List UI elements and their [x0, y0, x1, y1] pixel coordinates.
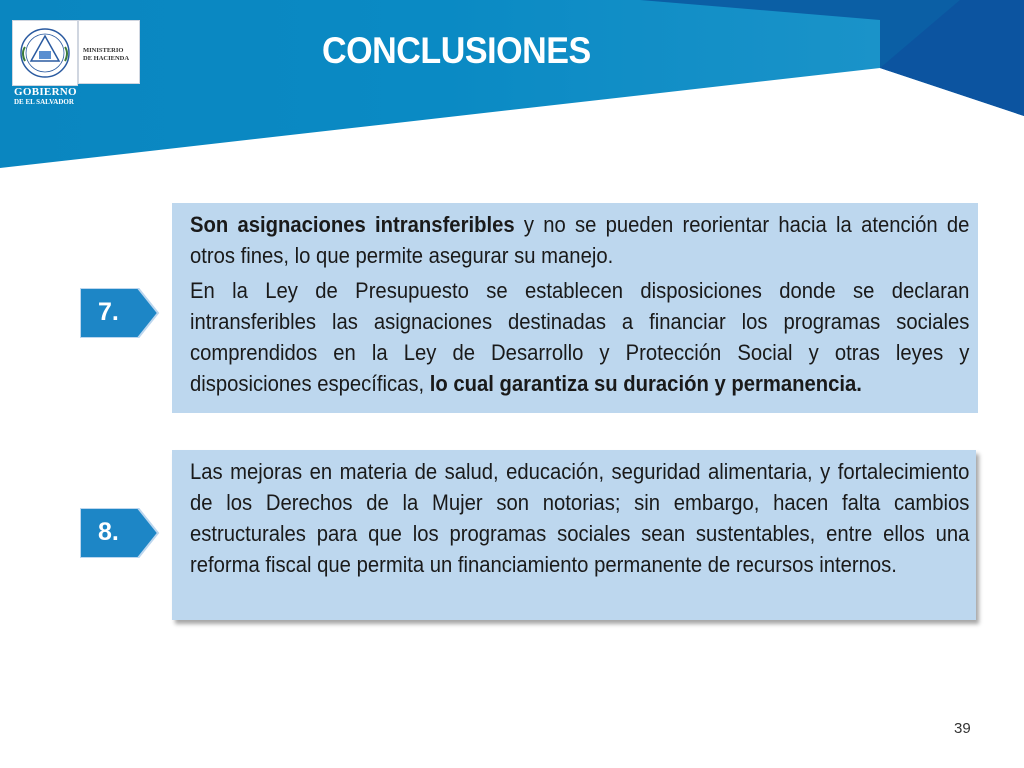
- conclusion-7-number: 7.: [98, 298, 119, 326]
- page-title: CONCLUSIONES: [322, 30, 591, 71]
- conclusion-7-marker: [80, 288, 160, 338]
- conclusion-8-text-1: Las mejoras en materia de salud, educación, seguridad alimentaria, y fortalecimiento de los Derechos de la Mujer son notorias; sin embargo, hacen falta cambios estructurales para que los programas sociales sean sustentables, entre ellos una reforma fiscal que permita un financiamiento permanente de recursos internos.: [190, 459, 970, 577]
- conclusion-8-box: [172, 450, 976, 620]
- conclusion-7-box: [172, 203, 978, 413]
- conclusion-7-paragraph-2: [190, 275, 969, 399]
- ministry-line2: DE HACIENDA: [83, 55, 130, 62]
- conclusion-8-marker: [80, 508, 160, 558]
- conclusion-7-bold-tail: lo cual garantiza su duración y permanencia.: [429, 371, 862, 396]
- page-number: 39: [954, 720, 971, 737]
- ministry-logo: [78, 20, 140, 84]
- government-logo: [12, 20, 142, 110]
- coat-of-arms-icon: [12, 20, 78, 86]
- conclusion-7-paragraph-1: [190, 209, 969, 271]
- conclusion-8-number: 8.: [98, 518, 119, 546]
- conclusion-7-text-2: En la Ley de Presupuesto se establecen disposiciones donde se declaran intransferibles las asignaciones destinadas a financiar los programas sociales comprendidos en la Ley de Desarrollo y Protección Social y otras leyes y disposiciones específicas,: [190, 278, 970, 396]
- conclusion-8-paragraph-1: [190, 456, 969, 580]
- conclusion-7-text-1: y no se pueden reorientar hacia la atención de otros fines, lo que permite asegurar su manejo.: [190, 212, 970, 268]
- government-name: [14, 86, 104, 107]
- ministry-line1: MINISTERIO: [83, 47, 124, 54]
- conclusion-7-bold-lead: Son asignaciones intransferibles: [190, 212, 515, 237]
- government-line1: GOBIERNO: [14, 86, 77, 98]
- government-line2: DE EL SALVADOR: [14, 98, 74, 106]
